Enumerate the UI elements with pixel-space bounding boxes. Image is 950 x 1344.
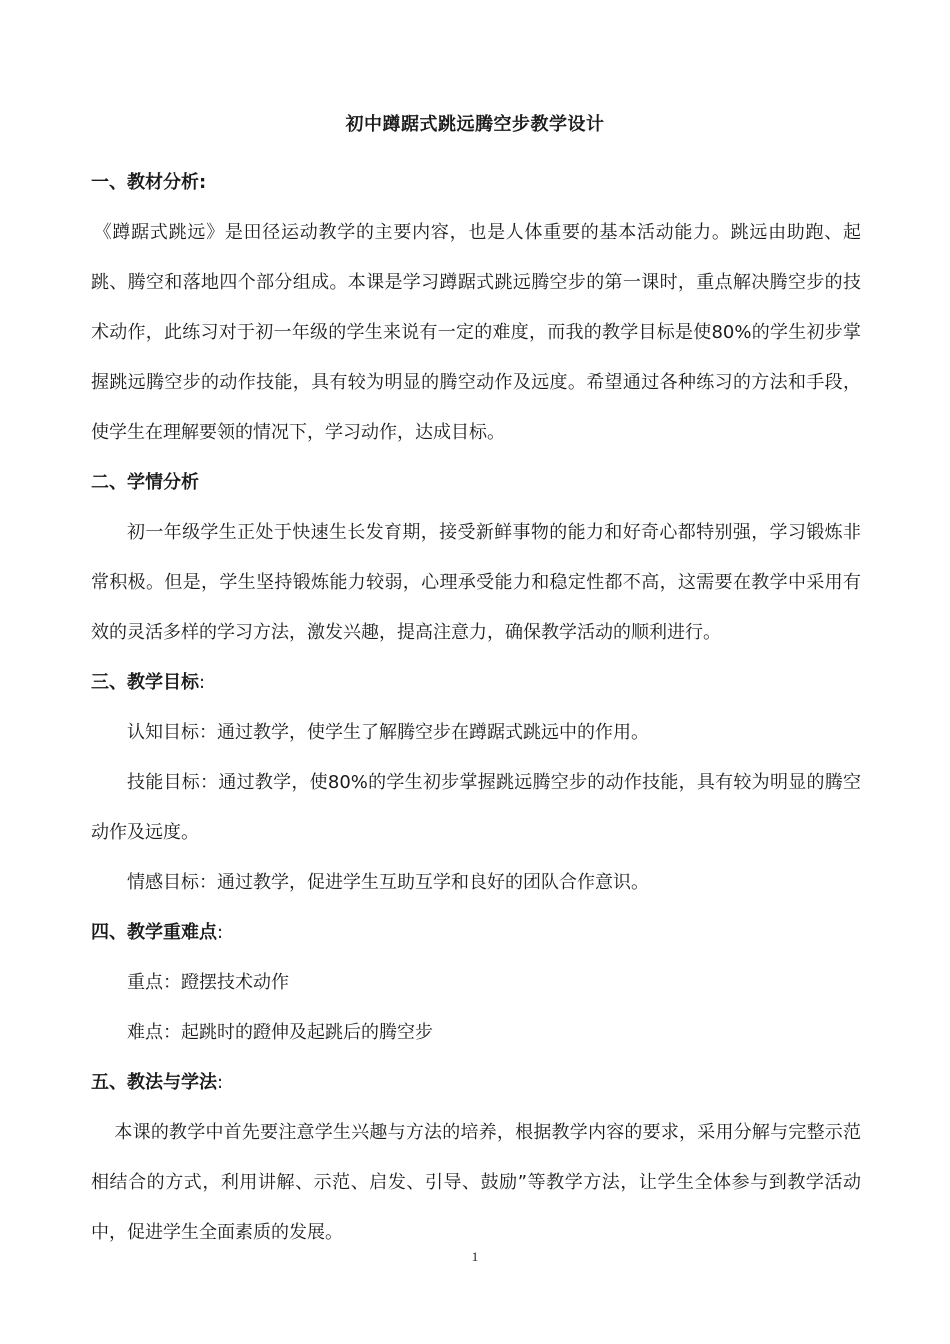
page-number: 1 — [471, 1249, 479, 1264]
paragraph-methods: 本课的教学中首先要注意学生兴趣与方法的培养，根据教学内容的要求，采用分解与完整示范相结合的方式，利用讲解、示范、启发、引导、鼓励”等教学方法，让学生全体参与到教学活动中，促进学生全面素质的发展。 — [91, 1122, 861, 1243]
heading-colon: : — [217, 922, 224, 943]
section-heading-key-points — [91, 908, 861, 958]
paragraph-objective-cognitive: 认知目标：通过教学，使学生了解腾空步在蹲踞式跳远中的作用。 — [127, 722, 649, 743]
section-heading-methods — [91, 1058, 861, 1108]
heading-text: 四、教学重难点 — [91, 922, 217, 943]
heading-text: 五、教法与学法 — [91, 1072, 217, 1093]
paragraph-learners: 初一年级学生正处于快速生长发育期，接受新鲜事物的能力和好奇心都特别强，学习锻炼非常积极。但是，学生坚持锻炼能力较弱，心理承受能力和稳定性都不高，这需要在教学中采用有效的灵活多样的学习方法，激发兴趣，提高注意力，确保教学活动的顺利进行。 — [91, 522, 861, 643]
section-heading-learners: 二、学情分析 — [91, 472, 199, 493]
paragraph-key-point: 重点：蹬摆技术动作 — [127, 972, 289, 993]
document-body — [91, 158, 861, 1258]
heading-text: 三、教学目标 — [91, 672, 199, 693]
heading-colon: : — [199, 672, 206, 693]
paragraph-difficult-point: 难点：起跳时的蹬伸及起跳后的腾空步 — [127, 1022, 433, 1043]
paragraph-objective-affective: 情感目标：通过教学，促进学生互助互学和良好的团队合作意识。 — [127, 872, 649, 893]
paragraph-materials: 《蹲踞式跳远》是田径运动教学的主要内容，也是人体重要的基本活动能力。跳远由助跑、起跳、腾空和落地四个部分组成。本课是学习蹲踞式跳远腾空步的第一课时，重点解决腾空步的技术动作，此练习对于初一年级的学生来说有一定的难度，而我的教学目标是使80%的学生初步掌握跳远腾空步的动作技能，具有较为明显的腾空动作及远度。希望通过各种练习的方法和手段，使学生在理解要领的情况下，学习动作，达成目标。 — [91, 222, 861, 443]
heading-colon: : — [217, 1072, 224, 1093]
paragraph-objective-skill: 技能目标：通过教学，使80%的学生初步掌握跳远腾空步的动作技能，具有较为明显的腾空动作及远度。 — [91, 772, 861, 843]
section-heading-objectives — [91, 658, 861, 708]
document-title: 初中蹲踞式跳远腾空步教学设计 — [345, 114, 605, 135]
section-heading-materials: 一、教材分析: — [91, 172, 207, 193]
